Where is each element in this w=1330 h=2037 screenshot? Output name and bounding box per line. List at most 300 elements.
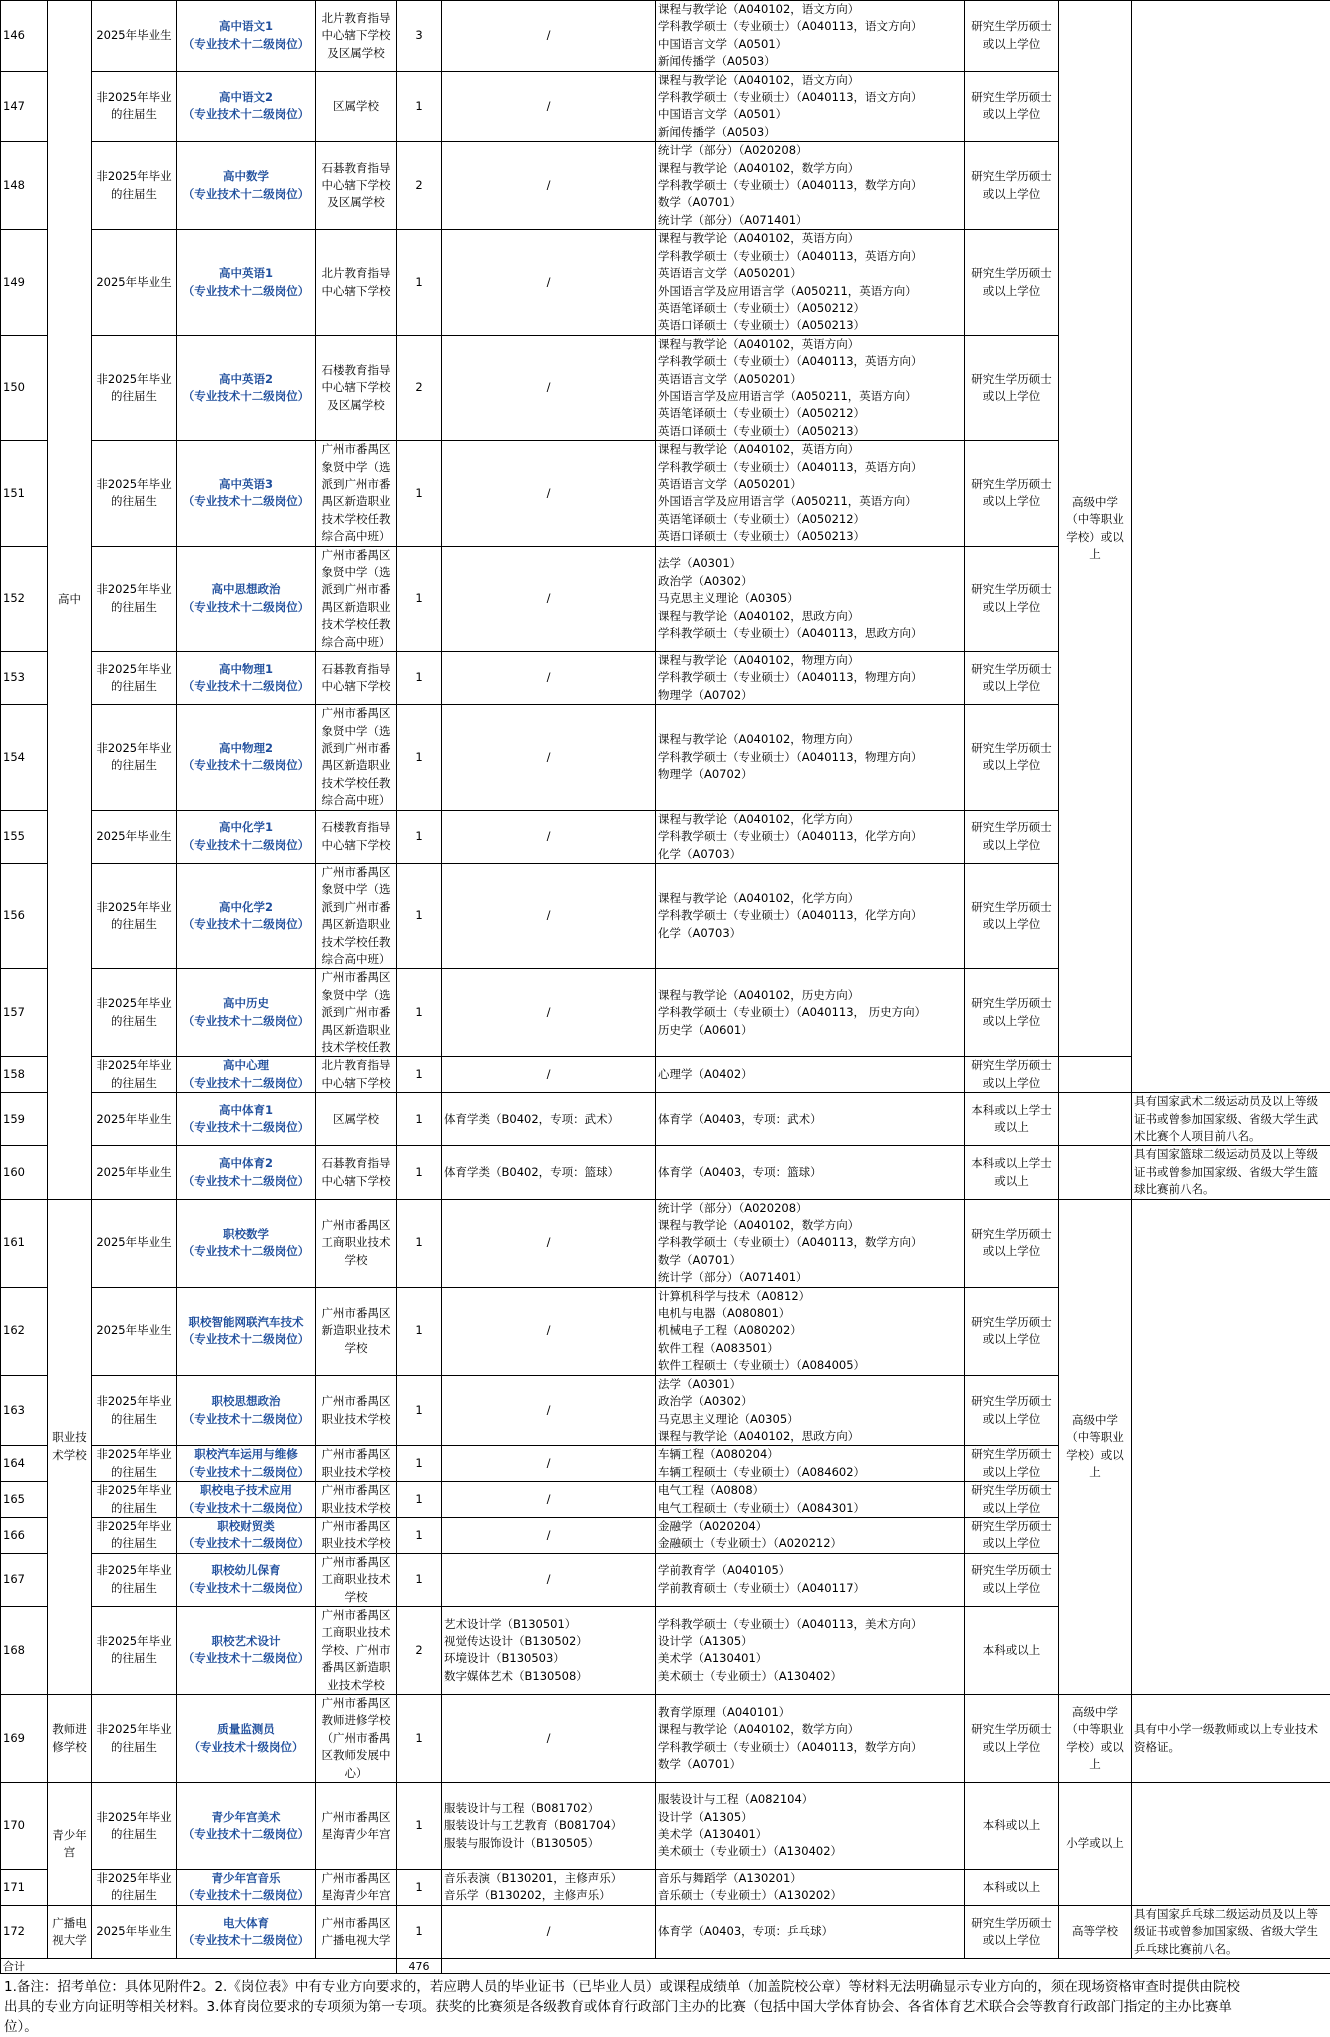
- graduate-major-line: 课程与教学论（A040102，英语方向）: [658, 441, 962, 458]
- candidate-type: 非2025年毕业的往届生: [92, 863, 177, 968]
- graduate-major-line: 学科教学硕士（专业硕士）（A040113，语文方向）: [658, 18, 962, 35]
- undergrad-majors: /: [442, 1553, 656, 1606]
- post-title: 高中英语3: [179, 476, 313, 493]
- graduate-major-line: 学科教学硕士（专业硕士）（A040113，物理方向）: [658, 669, 962, 686]
- post-title: 质量监测员: [179, 1721, 313, 1738]
- post-grade: （专业技术十二级岗位）: [179, 1243, 313, 1260]
- post-number: 151: [1, 441, 48, 546]
- post-title: 高中化学1: [179, 819, 313, 836]
- post-number: 164: [1, 1446, 48, 1482]
- graduate-majors: [656, 1783, 965, 1870]
- graduate-major-line: 英语语言文学（A050201）: [658, 265, 962, 282]
- table-row: [1, 1199, 1330, 1287]
- candidate-type: 非2025年毕业的往届生: [92, 1057, 177, 1093]
- graduate-majors: [656, 1199, 965, 1287]
- post-name: [177, 969, 316, 1057]
- headcount: 1: [397, 1375, 442, 1446]
- undergrad-major-line: 艺术设计学（B130501）: [444, 1616, 653, 1633]
- other-requirements: [1132, 1199, 1330, 1694]
- employing-unit: 广州市番禺区工商职业技术学校、广州市番禺区新造职业技术学校: [316, 1606, 397, 1694]
- post-number: 154: [1, 705, 48, 810]
- graduate-majors: [656, 71, 965, 142]
- headcount: 1: [397, 1093, 442, 1146]
- post-name: [177, 1375, 316, 1446]
- graduate-major-line: 金融学（A020204）: [658, 1518, 962, 1535]
- graduate-majors: [656, 335, 965, 440]
- graduate-major-line: 物理学（A0702）: [658, 766, 962, 783]
- headcount: 2: [397, 142, 442, 230]
- school-level: 高级中学（中等职业学校）或以上: [1059, 1199, 1132, 1694]
- undergrad-majors: [442, 1606, 656, 1694]
- post-name: [177, 546, 316, 651]
- post-title: 高中英语1: [179, 265, 313, 282]
- graduate-major-line: 服装设计与工程（A082104）: [658, 1791, 962, 1808]
- other-requirements: [1132, 1783, 1330, 1906]
- post-grade: （专业技术十二级岗位）: [179, 1331, 313, 1348]
- education-requirement: 研究生学历硕士或以上学位: [965, 1287, 1059, 1375]
- graduate-major-line: 学前教育学（A040105）: [658, 1562, 962, 1579]
- candidate-type: 非2025年毕业的往届生: [92, 1695, 177, 1783]
- headcount: 1: [397, 863, 442, 968]
- headcount: 1: [397, 1870, 442, 1906]
- education-requirement: 本科或以上: [965, 1870, 1059, 1906]
- post-title: 高中心理: [179, 1057, 313, 1074]
- candidate-type: 非2025年毕业的往届生: [92, 71, 177, 142]
- employing-unit: 广州市番禺区教师进修学校（广州市番禺区教师发展中心）: [316, 1695, 397, 1783]
- graduate-major-line: 英语口译硕士（专业硕士）（A050213）: [658, 317, 962, 334]
- post-number: 170: [1, 1783, 48, 1870]
- candidate-type: 非2025年毕业的往届生: [92, 1482, 177, 1518]
- undergrad-majors: 体育学类（B0402，专项：武术）: [442, 1093, 656, 1146]
- graduate-majors: [656, 1517, 965, 1553]
- education-requirement: 研究生学历硕士或以上学位: [965, 1553, 1059, 1606]
- undergrad-major-line: 环境设计（B130503）: [444, 1650, 653, 1667]
- graduate-major-line: 车辆工程（A080204）: [658, 1446, 962, 1463]
- post-name: [177, 1446, 316, 1482]
- post-title: 职校幼儿保育: [179, 1562, 313, 1579]
- graduate-major-line: 新闻传播学（A0503）: [658, 124, 962, 141]
- education-requirement: 本科或以上: [965, 1783, 1059, 1870]
- employing-unit: 石楼教育指导中心辖下学校及区属学校: [316, 335, 397, 440]
- graduate-major-line: 课程与教学论（A040102，思政方向）: [658, 1428, 962, 1445]
- post-number: 161: [1, 1199, 48, 1287]
- post-name: [177, 1287, 316, 1375]
- graduate-majors: [656, 1146, 965, 1199]
- post-number: 169: [1, 1695, 48, 1783]
- post-name: [177, 1553, 316, 1606]
- education-requirement: 研究生学历硕士或以上学位: [965, 1375, 1059, 1446]
- undergrad-majors: /: [442, 1905, 656, 1958]
- graduate-majors: [656, 230, 965, 335]
- undergrad-majors: /: [442, 1517, 656, 1553]
- headcount: 1: [397, 1517, 442, 1553]
- education-requirement: 研究生学历硕士或以上学位: [965, 71, 1059, 142]
- education-requirement: 研究生学历硕士或以上学位: [965, 1199, 1059, 1287]
- post-number: 149: [1, 230, 48, 335]
- post-name: [177, 705, 316, 810]
- post-title: 高中英语2: [179, 371, 313, 388]
- undergrad-majors: /: [442, 1287, 656, 1375]
- undergrad-majors: /: [442, 1, 656, 72]
- total-empty: [442, 1959, 1330, 1974]
- post-grade: （专业技术十二级岗位）: [179, 757, 313, 774]
- candidate-type: 2025年毕业生: [92, 1199, 177, 1287]
- graduate-major-line: 英语笔译硕士（专业硕士）（A050212）: [658, 405, 962, 422]
- post-number: 147: [1, 71, 48, 142]
- graduate-major-line: 心理学（A0402）: [658, 1066, 962, 1083]
- graduate-major-line: 学科教学硕士（专业硕士）（A040113，数学方向）: [658, 177, 962, 194]
- undergrad-majors: /: [442, 863, 656, 968]
- undergrad-majors: [442, 1783, 656, 1870]
- post-title: 职校智能网联汽车技术: [179, 1314, 313, 1331]
- post-title: 高中数学: [179, 168, 313, 185]
- graduate-major-line: 法学（A0301）: [658, 555, 962, 572]
- total-value: 476: [397, 1959, 442, 1974]
- graduate-major-line: 学科教学硕士（专业硕士）（A040113，化学方向）: [658, 907, 962, 924]
- education-requirement: 研究生学历硕士或以上学位: [965, 705, 1059, 810]
- headcount: 1: [397, 1446, 442, 1482]
- candidate-type: 非2025年毕业的往届生: [92, 1553, 177, 1606]
- candidate-type: 非2025年毕业的往届生: [92, 441, 177, 546]
- graduate-major-line: 教育学原理（A040101）: [658, 1704, 962, 1721]
- undergrad-majors: /: [442, 1375, 656, 1446]
- graduate-major-line: 英语口译硕士（专业硕士）（A050213）: [658, 423, 962, 440]
- graduate-major-line: 课程与教学论（A040102，语文方向）: [658, 72, 962, 89]
- other-requirements: 具有国家篮球二级运动员及以上等级证书或曾参加国家级、省级大学生篮球比赛前八名。: [1132, 1146, 1330, 1199]
- post-name: [177, 1517, 316, 1553]
- post-grade: （专业技术十二级岗位）: [179, 388, 313, 405]
- graduate-major-line: 英语笔译硕士（专业硕士）（A050212）: [658, 511, 962, 528]
- employing-unit: 石碁教育指导中心辖下学校: [316, 1146, 397, 1199]
- undergrad-major-line: 音乐学（B130202，主修声乐）: [444, 1887, 653, 1904]
- graduate-majors: [656, 441, 965, 546]
- table-row: [1, 1905, 1330, 1958]
- post-title: 高中语文2: [179, 89, 313, 106]
- post-name: [177, 1199, 316, 1287]
- graduate-majors: [656, 969, 965, 1057]
- other-requirements: [1132, 1, 1330, 1093]
- graduate-major-line: 电机与电器（A080801）: [658, 1305, 962, 1322]
- undergrad-majors: /: [442, 652, 656, 705]
- graduate-major-line: 学科教学硕士（专业硕士）（A040113，语文方向）: [658, 89, 962, 106]
- headcount: 1: [397, 969, 442, 1057]
- table-row: [1, 1093, 1330, 1146]
- undergrad-major-line: 服装与服饰设计（B130505）: [444, 1835, 653, 1852]
- education-requirement: 研究生学历硕士或以上学位: [965, 1482, 1059, 1518]
- graduate-majors: [656, 1606, 965, 1694]
- undergrad-majors: /: [442, 810, 656, 863]
- graduate-major-line: 学科教学硕士（专业硕士）（A040113，数学方向）: [658, 1739, 962, 1756]
- employing-unit: 广州市番禺区工商职业技术学校: [316, 1199, 397, 1287]
- employing-unit: 广州市番禺区职业技术学校: [316, 1375, 397, 1446]
- graduate-major-line: 马克思主义理论（A0305）: [658, 590, 962, 607]
- employing-unit: 北片教育指导中心辖下学校: [316, 230, 397, 335]
- undergrad-majors: /: [442, 441, 656, 546]
- candidate-type: 非2025年毕业的往届生: [92, 1870, 177, 1906]
- headcount: 1: [397, 1553, 442, 1606]
- headcount: 1: [397, 810, 442, 863]
- headcount: 1: [397, 1146, 442, 1199]
- headcount: 1: [397, 1199, 442, 1287]
- undergrad-major-line: 服装设计与工程（B081702）: [444, 1800, 653, 1817]
- graduate-major-line: 学科教学硕士（专业硕士）（A040113，英语方向）: [658, 248, 962, 265]
- graduate-major-line: 新闻传播学（A0503）: [658, 53, 962, 70]
- undergrad-majors: /: [442, 1199, 656, 1287]
- candidate-type: 非2025年毕业的往届生: [92, 969, 177, 1057]
- post-number: 168: [1, 1606, 48, 1694]
- post-title: 职校汽车运用与维修: [179, 1446, 313, 1463]
- candidate-type: 2025年毕业生: [92, 1093, 177, 1146]
- education-requirement: 研究生学历硕士或以上学位: [965, 546, 1059, 651]
- graduate-majors: [656, 142, 965, 230]
- education-requirement: 研究生学历硕士或以上学位: [965, 1695, 1059, 1783]
- graduate-major-line: 学科教学硕士（专业硕士）（A040113，英语方向）: [658, 353, 962, 370]
- post-grade: （专业技术十二级岗位）: [179, 1500, 313, 1517]
- post-number: 146: [1, 1, 48, 72]
- candidate-type: 非2025年毕业的往届生: [92, 652, 177, 705]
- education-requirement: 研究生学历硕士或以上学位: [965, 335, 1059, 440]
- footnote-line-1: 1.备注：招考单位：具体见附件2。2.《岗位表》中有专业方向要求的，若应聘人员的毕业证书（已毕业人员）或课程成绩单（加盖院校公章）等材料无法明确显示专业方向的，须在现场资格审查时提供由院校: [4, 1977, 1326, 1997]
- headcount: 1: [397, 1783, 442, 1870]
- graduate-major-line: 学科教学硕士（专业硕士）（A040113， 历史方向）: [658, 1004, 962, 1021]
- graduate-majors: [656, 810, 965, 863]
- headcount: 2: [397, 335, 442, 440]
- graduate-major-line: 美术学（A130401）: [658, 1826, 962, 1843]
- undergrad-major-line: 音乐表演（B130201，主修声乐）: [444, 1870, 653, 1887]
- graduate-major-line: 课程与教学论（A040102，化学方向）: [658, 890, 962, 907]
- graduate-major-line: 课程与教学论（A040102，英语方向）: [658, 230, 962, 247]
- undergrad-major-line: 服装设计与工艺教育（B081704）: [444, 1817, 653, 1834]
- post-grade: （专业技术十二级岗位）: [179, 1464, 313, 1481]
- graduate-major-line: 软件工程（A083501）: [658, 1340, 962, 1357]
- unit-type: 职业技术学校: [48, 1199, 92, 1694]
- graduate-major-line: 美术硕士（专业硕士）（A130402）: [658, 1668, 962, 1685]
- graduate-major-line: 学科教学硕士（专业硕士）（A040113，美术方向）: [658, 1616, 962, 1633]
- undergrad-majors: /: [442, 335, 656, 440]
- candidate-type: 2025年毕业生: [92, 1287, 177, 1375]
- education-requirement: 研究生学历硕士或以上学位: [965, 652, 1059, 705]
- post-name: [177, 863, 316, 968]
- graduate-major-line: 数学（A0701）: [658, 1756, 962, 1773]
- graduate-major-line: 外国语言学及应用语言学（A050211，英语方向）: [658, 283, 962, 300]
- post-number: 167: [1, 1553, 48, 1606]
- undergrad-majors: /: [442, 1057, 656, 1093]
- unit-type: 青少年宫: [48, 1783, 92, 1906]
- undergrad-majors: /: [442, 142, 656, 230]
- post-title: 高中历史: [179, 995, 313, 1012]
- post-title: 高中物理1: [179, 661, 313, 678]
- graduate-major-line: 计算机科学与技术（A0812）: [658, 1288, 962, 1305]
- post-grade: （专业技术十二级岗位）: [179, 106, 313, 123]
- graduate-major-line: 英语笔译硕士（专业硕士）（A050212）: [658, 300, 962, 317]
- school-level: 高级中学（中等职业学校）或以上: [1059, 1695, 1132, 1783]
- post-name: [177, 441, 316, 546]
- graduate-majors: [656, 1287, 965, 1375]
- graduate-major-line: 学科教学硕士（专业硕士）（A040113，数学方向）: [658, 1234, 962, 1251]
- table-row: [1, 1057, 1330, 1093]
- post-name: [177, 1905, 316, 1958]
- undergrad-majors: /: [442, 71, 656, 142]
- undergrad-majors: /: [442, 705, 656, 810]
- graduate-major-line: 体育学（A0403，专项：篮球）: [658, 1164, 962, 1181]
- headcount: 1: [397, 705, 442, 810]
- graduate-majors: [656, 546, 965, 651]
- post-grade: （专业技术十二级岗位）: [179, 1119, 313, 1136]
- graduate-majors: [656, 1093, 965, 1146]
- post-name: [177, 1870, 316, 1906]
- unit-type: 广播电视大学: [48, 1905, 92, 1958]
- post-number: 155: [1, 810, 48, 863]
- post-number: 171: [1, 1870, 48, 1906]
- candidate-type: 2025年毕业生: [92, 810, 177, 863]
- education-requirement: 本科或以上学士或以上: [965, 1146, 1059, 1199]
- post-grade: （专业技术十二级岗位）: [179, 837, 313, 854]
- other-requirements: 具有中小学一级教师或以上专业技术资格证。: [1132, 1695, 1330, 1783]
- school-level: [1059, 1146, 1132, 1199]
- headcount: 3: [397, 1, 442, 72]
- graduate-major-line: 数学（A0701）: [658, 194, 962, 211]
- undergrad-majors: /: [442, 969, 656, 1057]
- graduate-major-line: 学科教学硕士（专业硕士）（A040113，物理方向）: [658, 749, 962, 766]
- graduate-major-line: 外国语言学及应用语言学（A050211，英语方向）: [658, 388, 962, 405]
- school-level: 小学或以上: [1059, 1783, 1132, 1906]
- table-row: [1, 1783, 1330, 1870]
- graduate-majors: [656, 705, 965, 810]
- school-level: [1059, 1093, 1132, 1146]
- post-number: 165: [1, 1482, 48, 1518]
- headcount: 1: [397, 546, 442, 651]
- candidate-type: 2025年毕业生: [92, 1905, 177, 1958]
- graduate-major-line: 历史学（A0601）: [658, 1022, 962, 1039]
- headcount: 1: [397, 652, 442, 705]
- post-number: 153: [1, 652, 48, 705]
- graduate-majors: [656, 863, 965, 968]
- graduate-major-line: 英语语言文学（A050201）: [658, 476, 962, 493]
- employing-unit: 广州市番禺区星海青少年宫: [316, 1870, 397, 1906]
- post-number: 166: [1, 1517, 48, 1553]
- undergrad-majors: /: [442, 230, 656, 335]
- post-name: [177, 1146, 316, 1199]
- other-requirements: 具有国家武术二级运动员及以上等级证书或曾参加国家级、省级大学生武术比赛个人项目前八名。: [1132, 1093, 1330, 1146]
- graduate-major-line: 中国语言文学（A0501）: [658, 106, 962, 123]
- graduate-majors: [656, 1870, 965, 1906]
- table-row: [1, 1, 1330, 72]
- employing-unit: 区属学校: [316, 71, 397, 142]
- education-requirement: 研究生学历硕士或以上学位: [965, 1057, 1059, 1093]
- graduate-major-line: 统计学（部分）（A020208）: [658, 1200, 962, 1217]
- candidate-type: 非2025年毕业的往届生: [92, 1606, 177, 1694]
- post-grade: （专业技术十二级岗位）: [179, 1075, 313, 1092]
- employing-unit: 广州市番禺区职业技术学校: [316, 1482, 397, 1518]
- post-grade: （专业技术十二级岗位）: [179, 1173, 313, 1190]
- post-title: 高中思想政治: [179, 581, 313, 598]
- undergrad-majors: 体育学类（B0402，专项：篮球）: [442, 1146, 656, 1199]
- post-number: 158: [1, 1057, 48, 1093]
- post-title: 职校数学: [179, 1226, 313, 1243]
- candidate-type: 非2025年毕业的往届生: [92, 1375, 177, 1446]
- school-level: 高级中学（中等职业学校）或以上: [1059, 1, 1132, 1057]
- graduate-major-line: 中国语言文学（A0501）: [658, 36, 962, 53]
- education-requirement: 研究生学历硕士或以上学位: [965, 1905, 1059, 1958]
- post-grade: （专业技术十二级岗位）: [179, 36, 313, 53]
- undergrad-majors: /: [442, 1482, 656, 1518]
- post-title: 高中语文1: [179, 18, 313, 35]
- graduate-major-line: 设计学（A1305）: [658, 1809, 962, 1826]
- footnote: [0, 1974, 1330, 2037]
- graduate-majors: [656, 1695, 965, 1783]
- post-name: [177, 71, 316, 142]
- undergrad-majors: /: [442, 546, 656, 651]
- post-number: 152: [1, 546, 48, 651]
- post-grade: （专业技术十二级岗位）: [179, 678, 313, 695]
- graduate-major-line: 法学（A0301）: [658, 1376, 962, 1393]
- graduate-major-line: 马克思主义理论（A0305）: [658, 1411, 962, 1428]
- school-level: 高等学校: [1059, 1905, 1132, 1958]
- education-requirement: 研究生学历硕士或以上学位: [965, 1, 1059, 72]
- total-row: [1, 1959, 1330, 1974]
- post-number: 150: [1, 335, 48, 440]
- graduate-major-line: 电气工程（A0808）: [658, 1482, 962, 1499]
- employing-unit: 石碁教育指导中心辖下学校: [316, 652, 397, 705]
- graduate-major-line: 音乐硕士（专业硕士）（A130202）: [658, 1887, 962, 1904]
- headcount: 1: [397, 1057, 442, 1093]
- post-name: [177, 1093, 316, 1146]
- employing-unit: 广州市番禺区职业技术学校: [316, 1517, 397, 1553]
- graduate-major-line: 美术硕士（专业硕士）（A130402）: [658, 1843, 962, 1860]
- post-grade: （专业技术十二级岗位）: [179, 916, 313, 933]
- candidate-type: 非2025年毕业的往届生: [92, 1783, 177, 1870]
- graduate-major-line: 软件工程硕士（专业硕士）（A084005）: [658, 1357, 962, 1374]
- graduate-majors: [656, 1446, 965, 1482]
- post-name: [177, 652, 316, 705]
- graduate-major-line: 学科教学硕士（专业硕士）（A040113，化学方向）: [658, 828, 962, 845]
- graduate-major-line: 课程与教学论（A040102，物理方向）: [658, 731, 962, 748]
- graduate-major-line: 美术学（A130401）: [658, 1650, 962, 1667]
- employing-unit: 区属学校: [316, 1093, 397, 1146]
- graduate-major-line: 学前教育硕士（专业硕士）（A040117）: [658, 1580, 962, 1597]
- post-grade: （专业技术十二级岗位）: [179, 599, 313, 616]
- post-grade: （专业技术十二级岗位）: [179, 493, 313, 510]
- education-requirement: 研究生学历硕士或以上学位: [965, 969, 1059, 1057]
- table-row: [1, 1146, 1330, 1199]
- graduate-majors: [656, 1057, 965, 1093]
- employing-unit: 广州市番禺区职业技术学校: [316, 1446, 397, 1482]
- graduate-major-line: 物理学（A0702）: [658, 687, 962, 704]
- post-grade: （专业技术十二级岗位）: [179, 1650, 313, 1667]
- employing-unit: 广州市番禺区象贤中学（选派到广州市番禺区新造职业技术学校任教综合高中班）: [316, 863, 397, 968]
- candidate-type: 2025年毕业生: [92, 230, 177, 335]
- school-level: [1059, 1057, 1132, 1093]
- employing-unit: 石碁教育指导中心辖下学校及区属学校: [316, 142, 397, 230]
- graduate-major-line: 体育学（A0403，专项：乒乓球）: [658, 1923, 962, 1940]
- candidate-type: 非2025年毕业的往届生: [92, 705, 177, 810]
- graduate-major-line: 外国语言学及应用语言学（A050211，英语方向）: [658, 493, 962, 510]
- post-title: 职校艺术设计: [179, 1633, 313, 1650]
- post-grade: （专业技术十二级岗位）: [179, 1580, 313, 1597]
- post-name: [177, 230, 316, 335]
- undergrad-major-line: 数字媒体艺术（B130508）: [444, 1668, 653, 1685]
- post-grade: （专业技术十二级岗位）: [179, 1535, 313, 1552]
- employing-unit: 北片教育指导中心辖下学校: [316, 1057, 397, 1093]
- graduate-majors: [656, 1482, 965, 1518]
- post-number: 160: [1, 1146, 48, 1199]
- education-requirement: 研究生学历硕士或以上学位: [965, 230, 1059, 335]
- graduate-majors: [656, 652, 965, 705]
- graduate-major-line: 英语口译硕士（专业硕士）（A050213）: [658, 528, 962, 545]
- graduate-major-line: 音乐与舞蹈学（A130201）: [658, 1870, 962, 1887]
- graduate-major-line: 课程与教学论（A040102，思政方向）: [658, 608, 962, 625]
- total-label: 合计: [1, 1959, 397, 1974]
